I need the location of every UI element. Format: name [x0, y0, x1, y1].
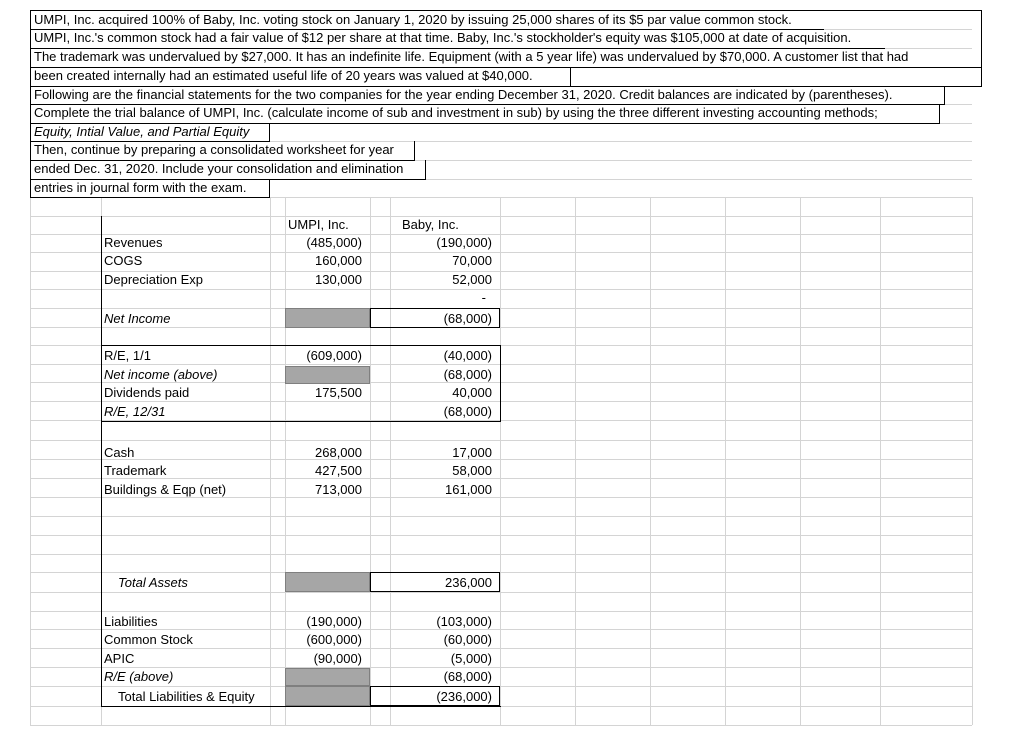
intro-cell-border	[570, 67, 571, 86]
baby-total-liabilities-equity[interactable]: (236,000)	[436, 689, 492, 704]
grid-row-line	[30, 459, 972, 460]
grid-col-line	[575, 197, 576, 725]
umpi-total-liabilities-equity-cell[interactable]	[285, 686, 370, 706]
grid-row-line	[30, 629, 972, 630]
baby-re-net-income[interactable]: (68,000)	[443, 367, 492, 382]
grid-row-line	[30, 725, 972, 726]
intro-right-border	[981, 10, 982, 86]
umpi-revenues[interactable]: (485,000)	[306, 235, 362, 250]
umpi-dividends[interactable]: 175,500	[315, 385, 362, 400]
baby-cash[interactable]: 17,000	[452, 445, 492, 460]
baby-cogs[interactable]: 70,000	[452, 253, 492, 268]
baby-common-stock[interactable]: (60,000)	[443, 632, 492, 647]
intro-cell-border	[414, 141, 415, 160]
total-assets-label[interactable]: Total Assets	[118, 575, 188, 590]
grid-row-line	[30, 216, 972, 217]
intro-row-border	[30, 67, 982, 68]
grid-row-line	[30, 327, 972, 328]
intro-line-8[interactable]: Then, continue by preparing a consolidated worksheet for year	[34, 142, 394, 157]
trademark-label[interactable]: Trademark	[104, 463, 167, 478]
umpi-re-net-income-cell[interactable]	[285, 366, 370, 384]
grid-row-line	[30, 535, 972, 536]
intro-row-border	[30, 160, 415, 161]
statement-bottom-border	[101, 706, 501, 707]
umpi-depreciation[interactable]: 130,000	[315, 272, 362, 287]
baby-re-above[interactable]: (68,000)	[443, 669, 492, 684]
net-income-label[interactable]: Net Income	[104, 311, 171, 326]
intro-row-border	[30, 86, 982, 87]
umpi-net-income-cell[interactable]	[285, 308, 370, 328]
grid-row-line	[30, 611, 972, 612]
intro-row-border	[30, 48, 885, 49]
grid-col-line	[972, 197, 973, 725]
intro-row-border	[30, 123, 940, 124]
buildings-label[interactable]: Buildings & Eqp (net)	[104, 482, 227, 497]
dash-placeholder[interactable]: -	[481, 290, 486, 305]
intro-cell-border	[425, 160, 426, 179]
intro-line-5[interactable]: Following are the financial statements for the two companies for the year ending December 31, 2020. Credit balances are indicated by (parentheses).	[34, 87, 893, 102]
cogs-label[interactable]: COGS	[104, 253, 143, 268]
intro-line-10[interactable]: entries in journal form with the exam.	[34, 180, 247, 195]
umpi-total-assets-cell[interactable]	[285, 572, 370, 592]
grid-col-line	[800, 197, 801, 725]
intro-line-2[interactable]: UMPI, Inc.'s common stock had a fair value of $12 per share at that time. Baby, Inc.'s stockholder's equity was $105,000 at date of acquisition.	[34, 30, 852, 45]
umpi-cash[interactable]: 268,000	[315, 445, 362, 460]
baby-revenues[interactable]: (190,000)	[436, 235, 492, 250]
common-stock-label[interactable]: Common Stock	[104, 632, 193, 647]
liabilities-label[interactable]: Liabilities	[104, 614, 158, 629]
grid-row-line	[30, 308, 972, 309]
apic-label[interactable]: APIC	[104, 651, 135, 666]
baby-buildings[interactable]: 161,000	[445, 482, 492, 497]
intro-cell-border	[269, 123, 270, 142]
column-header-umpi[interactable]: UMPI, Inc.	[288, 217, 349, 232]
intro-cell-border	[269, 179, 270, 198]
intro-line-9[interactable]: ended Dec. 31, 2020. Include your consolidation and elimination	[34, 161, 404, 176]
baby-re-begin[interactable]: (40,000)	[443, 348, 492, 363]
intro-top-border	[30, 10, 982, 11]
grid-row-line	[30, 440, 972, 441]
intro-cell-border	[944, 86, 945, 105]
grid-col-line	[370, 197, 371, 725]
intro-row-border	[30, 141, 270, 142]
intro-line-1[interactable]: UMPI, Inc. acquired 100% of Baby, Inc. voting stock on January 1, 2020 by issuing 25,000 shares of its $5 par value common stock.	[34, 12, 792, 27]
umpi-liabilities[interactable]: (190,000)	[306, 614, 362, 629]
baby-apic[interactable]: (5,000)	[450, 651, 492, 666]
grid-row-line	[30, 554, 972, 555]
umpi-buildings[interactable]: 713,000	[315, 482, 362, 497]
grid-col-line	[725, 197, 726, 725]
intro-line-7[interactable]: Equity, Intial Value, and Partial Equity	[34, 124, 250, 139]
grid-row-line	[30, 592, 972, 593]
intro-line-3[interactable]: The trademark was undervalued by $27,000. It has an indefinite life. Equipment (with a 5 year life) was undervalued by $70,000. A customer list that had	[34, 49, 909, 64]
baby-total-assets[interactable]: 236,000	[445, 575, 492, 590]
grid-col-line	[500, 197, 501, 725]
baby-net-income[interactable]: (68,000)	[443, 311, 492, 326]
grid-col-line	[30, 197, 31, 725]
baby-trademark[interactable]: 58,000	[452, 463, 492, 478]
intro-line-6[interactable]: Complete the trial balance of UMPI, Inc. (calculate income of sub and investment in sub) by using the three different investing accounting methods;	[34, 105, 878, 120]
total-liabilities-equity-label[interactable]: Total Liabilities & Equity	[118, 689, 255, 704]
re-end-label[interactable]: R/E, 12/31	[104, 404, 166, 419]
grid-row-line	[30, 686, 972, 687]
re-begin-label[interactable]: R/E, 1/1	[104, 348, 151, 363]
umpi-cogs[interactable]: 160,000	[315, 253, 362, 268]
baby-re-end[interactable]: (68,000)	[443, 404, 492, 419]
grid-row-line	[30, 252, 972, 253]
intro-row-border	[30, 29, 824, 30]
grid-col-line	[880, 197, 881, 725]
baby-depreciation[interactable]: 52,000	[452, 272, 492, 287]
umpi-trademark[interactable]: 427,500	[315, 463, 362, 478]
baby-dividends[interactable]: 40,000	[452, 385, 492, 400]
umpi-re-above-cell[interactable]	[285, 668, 370, 686]
intro-line-4[interactable]: been created internally had an estimated useful life of 20 years was valued at $40,000.	[34, 68, 533, 83]
cash-label[interactable]: Cash	[104, 445, 135, 460]
baby-liabilities[interactable]: (103,000)	[436, 614, 492, 629]
intro-row-border	[30, 197, 270, 198]
grid-row-line	[30, 516, 972, 517]
grid-row-line	[30, 289, 972, 290]
umpi-re-begin[interactable]: (609,000)	[306, 348, 362, 363]
intro-row-border	[30, 104, 945, 105]
grid-row-line	[30, 234, 972, 235]
grid-col-line	[650, 197, 651, 725]
dividends-label[interactable]: Dividends paid	[104, 385, 190, 400]
column-header-baby[interactable]: Baby, Inc.	[402, 217, 459, 232]
re-net-income-label[interactable]: Net income (above)	[104, 367, 218, 382]
revenues-label[interactable]: Revenues	[104, 235, 163, 250]
umpi-apic[interactable]: (90,000)	[313, 651, 362, 666]
intro-row-border	[30, 179, 426, 180]
intro-cell-border	[939, 104, 940, 123]
depreciation-label[interactable]: Depreciation Exp	[104, 272, 203, 287]
statement-left-border	[101, 216, 102, 706]
grid-row-line	[30, 478, 972, 479]
umpi-common-stock[interactable]: (600,000)	[306, 632, 362, 647]
re-above-label[interactable]: R/E (above)	[104, 669, 174, 684]
grid-row-line	[30, 572, 972, 573]
